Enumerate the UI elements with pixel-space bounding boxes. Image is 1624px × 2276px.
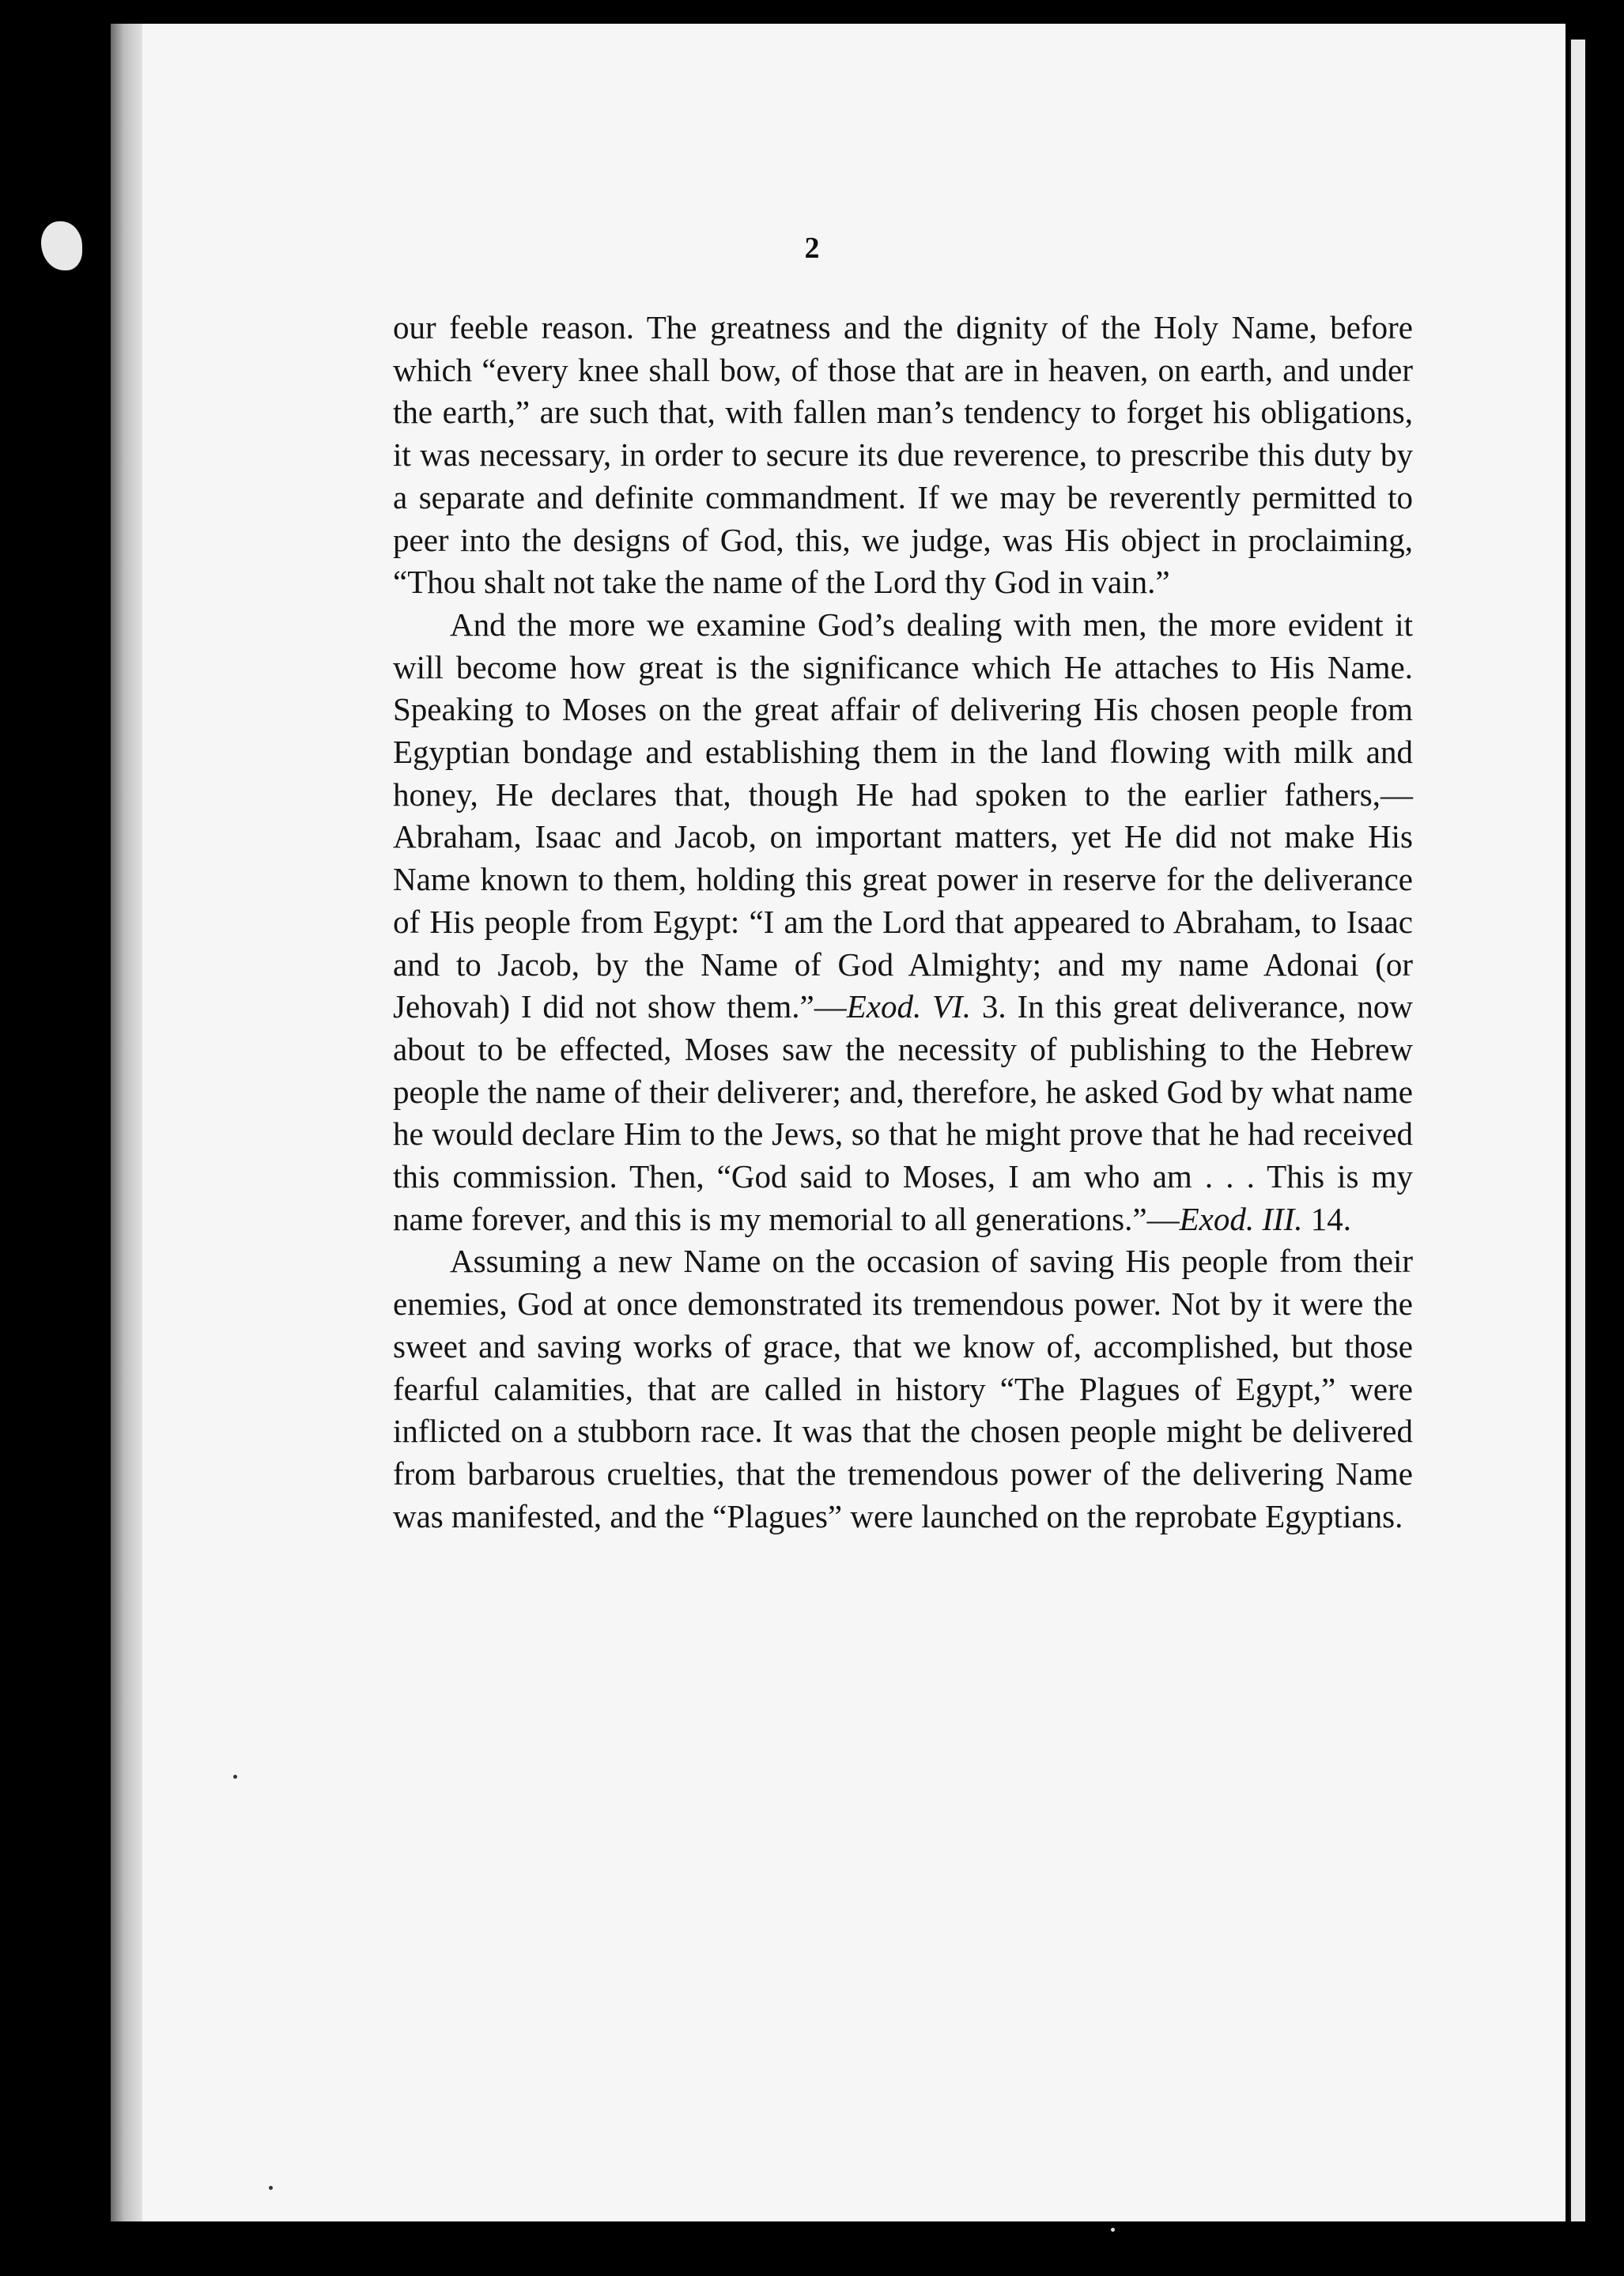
page-number: 2 xyxy=(804,232,820,265)
paragraph xyxy=(393,1240,1413,1538)
paragraph xyxy=(393,604,1413,1241)
text-run: 14. xyxy=(1302,1200,1352,1237)
citation: Exod. VI. xyxy=(846,988,971,1025)
scan-speck xyxy=(233,1775,237,1779)
text-run: our feeble reason. The greatness and the dignity of the Holy Name, before which “every knee shall bow, of those that are in heaven, on earth, and under the earth,” are such that, with fallen man’s tendency to forget his obligations, it was necessary, in order to secure its due reverence, to prescribe this duty by a separate and definite commandment. If we may be reverently permitted to peer into the designs of God, this, we judge, was His object in proclaiming, “Thou shalt not take the name of the Lord thy God in vain.” xyxy=(393,309,1413,601)
paragraph xyxy=(393,307,1413,604)
text-run: 3. In this great deliverance, now about to be effected, Moses saw the necessity of publishing to the Hebrew people the name of their deliverer; and, therefore, he asked God by what name he would declare Him to the Jews, so that he might prove that he had received this commission. Then, “God said to Moses, I am who am . . . This is my name forever, and this is my memorial to all generations.”— xyxy=(393,988,1413,1237)
text-run: And the more we examine God’s dealing with men, the more evident it will become how great is the significance which He attaches to His Name. Speaking to Moses on the great affair of delivering His chosen people from Egyptian bondage and establishing them in the land flowing with milk and honey, He declares that, though He had spoken to the earlier fathers,—Abraham, Isaac and Jacob, on important matters, yet He did not make His Name known to them, holding this great power in reserve for the deliverance of His people from Egypt: “I am the Lord that appeared to Abraham, to Isaac and to Jacob, by the Name of God Almighty; and my name Adonai (or Jehovah) I did not show them.”— xyxy=(393,606,1413,1025)
page-right-edge xyxy=(1569,40,1585,2221)
citation: Exod. III. xyxy=(1179,1200,1303,1237)
scan-speck xyxy=(1111,2228,1115,2232)
text-run: Assuming a new Name on the occasion of saving His people from their enemies, God at once demonstrated its tremendous power. Not by it were the sweet and saving works of grace, that we know of, accomplished, but those fearful calamities, that are called in history “The Plagues of Egypt,” were inflicted on a stubborn race. It was that the chosen people might be delivered from barbarous cruelties, that the tremendous power of the delivering Name was manifested, and the “Plagues” were launched on the reprobate Egyptians. xyxy=(393,1243,1413,1534)
page-body xyxy=(393,307,1413,1538)
scan-speck xyxy=(269,2186,273,2190)
